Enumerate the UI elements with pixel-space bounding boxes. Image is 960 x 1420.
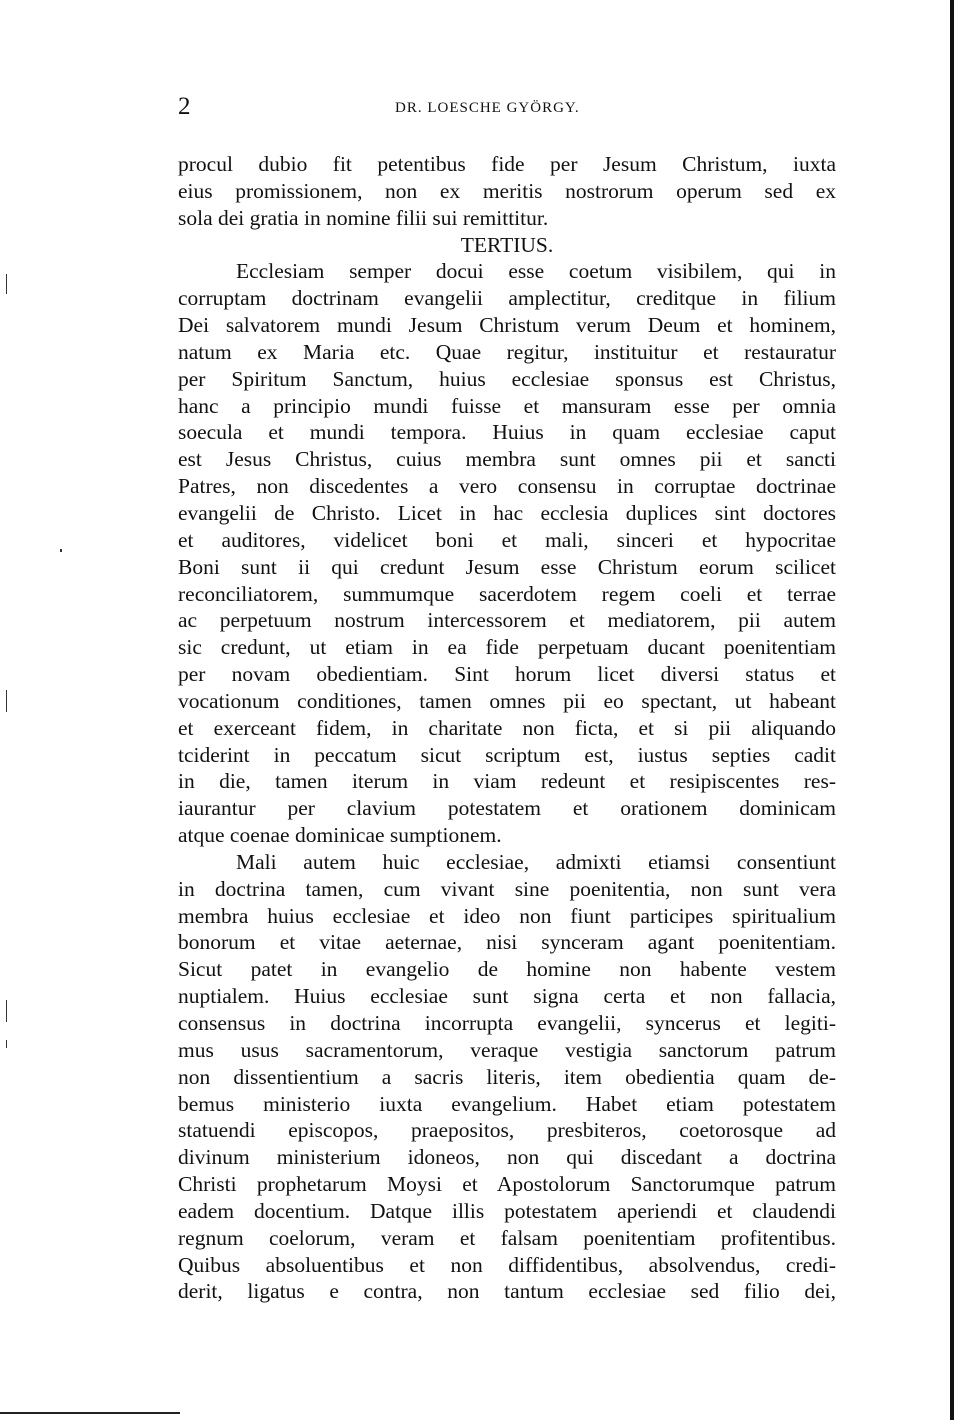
text-line: derit, ligatus e contra, non tantum ecclesiae sed filio dei, bbox=[178, 1279, 836, 1304]
text-line: sola dei gratia in nomine filii sui remittitur. bbox=[178, 205, 549, 230]
running-head bbox=[178, 92, 838, 122]
scan-mark bbox=[6, 274, 7, 294]
text-line: sic credunt, ut etiam in ea fide perpetuam ducant poenitentiam bbox=[178, 635, 836, 660]
text-line: Ecclesiam semper docui esse coetum visibilem, qui in bbox=[236, 259, 836, 284]
text-line: et auditores, videlicet boni et mali, sinceri et hypocritae bbox=[178, 527, 836, 552]
text-line: procul dubio fit petentibus fide per Jesum Christum, iuxta bbox=[178, 152, 836, 176]
text-line: bonorum et vitae aeternae, nisi synceram agant poenitentiam. bbox=[178, 930, 836, 955]
section-heading: TERTIUS. bbox=[460, 232, 554, 257]
text-line: evangelii de Christo. Licet in hac ecclesia duplices sint doctores bbox=[178, 500, 836, 525]
text-line: Christi prophetarum Moysi et Apostolorum Sanctorumque patrum bbox=[178, 1172, 836, 1197]
bottom-rule bbox=[0, 1412, 180, 1414]
body-text bbox=[178, 151, 836, 1305]
scan-mark bbox=[6, 690, 7, 712]
text-line: iaurantur per clavium potestatem et orationem dominicam bbox=[178, 796, 836, 821]
scan-mark bbox=[950, 0, 954, 1420]
running-title: DR. LOESCHE GYÖRGY. bbox=[395, 100, 580, 116]
text-line: corruptam doctrinam evangelii amplectitur, creditque in filium bbox=[178, 286, 836, 311]
text-line: soecula et mundi tempora. Huius in quam ecclesiae caput bbox=[178, 420, 836, 445]
text-line: Dei salvatorem mundi Jesum Christum verum Deum et hominem, bbox=[178, 313, 836, 338]
scan-mark bbox=[6, 1040, 7, 1048]
text-line: reconciliatorem, summumque sacerdotem regem coeli et terrae bbox=[178, 581, 836, 606]
text-line: est Jesus Christus, cuius membra sunt omnes pii et sancti bbox=[178, 447, 836, 472]
scan-mark bbox=[6, 1000, 7, 1022]
text-line: atque coenae dominicae sumptionem. bbox=[178, 823, 502, 848]
text-line: non dissentientium a sacris literis, item obedientia quam de- bbox=[178, 1064, 836, 1089]
text-line: ac perpetuum nostrum intercessorem et mediatorem, pii autem bbox=[178, 608, 836, 633]
text-line: et exerceant fidem, in charitate non ficta, et si pii aliquando bbox=[178, 715, 836, 740]
text-line: nuptialem. Huius ecclesiae sunt signa certa et non fallacia, bbox=[178, 984, 836, 1009]
text-line: Mali autem huic ecclesiae, admixti etiamsi consentiunt bbox=[236, 849, 836, 874]
page-number: 2 bbox=[178, 93, 191, 120]
text-line: per novam obedientiam. Sint horum licet diversi status et bbox=[178, 662, 836, 687]
text-line: per Spiritum Sanctum, huius ecclesiae sponsus est Christus, bbox=[178, 366, 836, 391]
text-line: Sicut patet in evangelio de homine non habente vestem bbox=[178, 957, 836, 982]
text-line: natum ex Maria etc. Quae regitur, instituitur et restauratur bbox=[178, 339, 836, 364]
text-line: mus usus sacramentorum, veraque vestigia sanctorum patrum bbox=[178, 1037, 836, 1062]
text-line: Boni sunt ii qui credunt Jesum esse Christum eorum scilicet bbox=[178, 554, 836, 579]
scan-mark bbox=[60, 549, 62, 552]
text-line: eadem docentium. Datque illis potestatem aperiendi et claudendi bbox=[178, 1198, 836, 1223]
text-line: in doctrina tamen, cum vivant sine poenitentia, non sunt vera bbox=[178, 876, 836, 901]
text-line: Quibus absoluentibus et non diffidentibus, absolvendus, credi- bbox=[178, 1252, 836, 1277]
text-line: vocationum conditiones, tamen omnes pii eo spectant, ut habeant bbox=[178, 688, 836, 713]
text-line: consensus in doctrina incorrupta evangelii, syncerus et legiti- bbox=[178, 1011, 836, 1035]
text-line: divinum ministerium idoneos, non qui discedant a doctrina bbox=[178, 1145, 836, 1170]
text-line: tciderint in peccatum sicut scriptum est, iustus septies cadit bbox=[178, 742, 836, 767]
text-line: membra huius ecclesiae et ideo non fiunt participes spiritualium bbox=[178, 903, 836, 928]
text-line: regnum coelorum, veram et falsam poenitentiam profitentibus. bbox=[178, 1225, 836, 1250]
text-line: in die, tamen iterum in viam redeunt et resipiscentes res- bbox=[178, 769, 836, 794]
text-line: eius promissionem, non ex meritis nostrorum operum sed ex bbox=[178, 178, 836, 203]
text-line: bemus ministerio iuxta evangelium. Habet etiam potestatem bbox=[178, 1091, 836, 1116]
text-line: hanc a principio mundi fuisse et mansuram esse per omnia bbox=[178, 393, 836, 418]
text-line: statuendi episcopos, praepositos, presbiteros, coetorosque ad bbox=[178, 1118, 836, 1143]
text-line: Patres, non discedentes a vero consensu in corruptae doctrinae bbox=[178, 474, 836, 499]
